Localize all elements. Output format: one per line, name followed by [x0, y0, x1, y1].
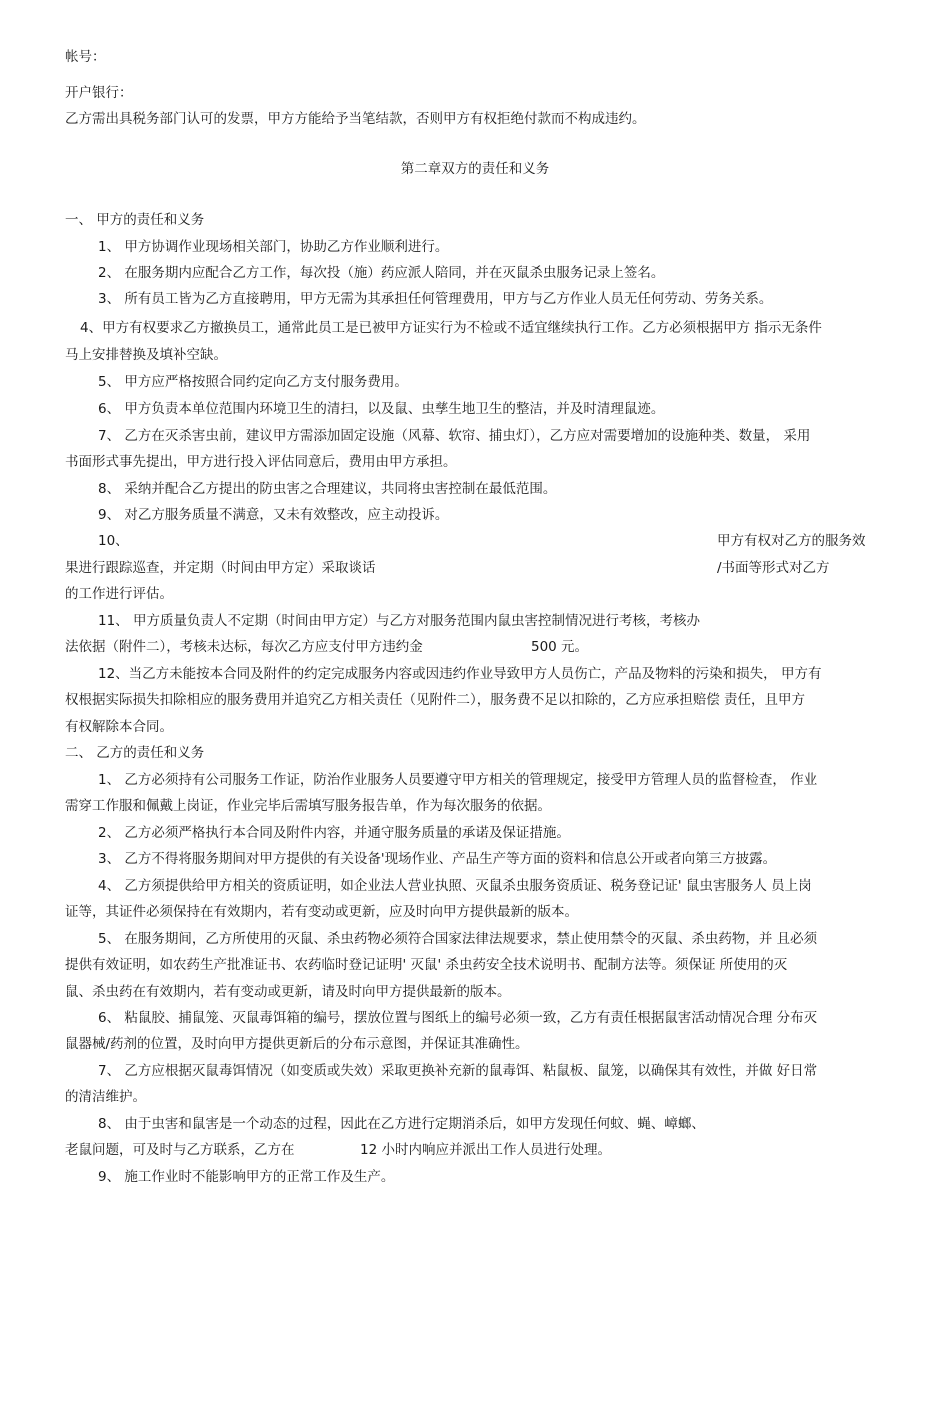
section2-item-9: 9、 施工作业时不能影响甲方的正常工作及生产。: [98, 1169, 395, 1185]
section1-item-10-line3: 的工作进行评估。: [65, 586, 173, 602]
section1-item-10-number: 10、: [98, 533, 129, 549]
section2-item-5-line1: 5、 在服务期间，乙方所使用的灭鼠、杀虫药物必须符合国家法律法规要求，禁止使用禁令的灭鼠、杀虫药物，并 且必须: [98, 931, 818, 947]
section1-item-10-line1: 甲方有权对乙方的服务效: [717, 533, 866, 549]
section1-item-1: 1、 甲方协调作业现场相关部门，协助乙方作业顺利进行。: [98, 239, 449, 255]
section1-item-6: 6、 甲方负责本单位范围内环境卫生的清扫，以及鼠、虫孳生地卫生的整洁，并及时清理鼠迹。: [98, 401, 665, 417]
section1-item-12-line1: 12、当乙方未能按本合同及附件的约定完成服务内容或因违约作业导致甲方人员伤亡，产品及物料的污染和损失， 甲方有: [98, 666, 822, 682]
section1-item-3: 3、 所有员工皆为乙方直接聘用，甲方无需为其承担任何管理费用，甲方与乙方作业人员无任何劳动、劳务关系。: [98, 291, 773, 307]
section2-item-8-line2-left: 老鼠问题，可及时与乙方联系，乙方在: [65, 1142, 295, 1158]
section2-item-2: 2、 乙方必须严格执行本合同及附件内容，并通守服务质量的承诺及保证措施。: [98, 825, 570, 841]
section1-item-10-line2-left: 果进行跟踪巡查，并定期（时间由甲方定）采取谈话: [65, 560, 376, 576]
account-label: 帐号：: [65, 49, 106, 65]
penalty-amount: 500 元。: [531, 639, 589, 655]
section2-item-6-line1: 6、 粘鼠胶、捕鼠笼、灭鼠毒饵箱的编号，摆放位置与图纸上的编号必须一致，乙方有责任根据鼠害活动情况合理 分布灭: [98, 1010, 818, 1026]
section1-item-8: 8、 采纳并配合乙方提出的防虫害之合理建议，共同将虫害控制在最低范围。: [98, 481, 557, 497]
section2-item-7-line2: 的清洁维护。: [65, 1089, 146, 1105]
section2-item-3: 3、 乙方不得将服务期间对甲方提供的有关设备'现场作业、产品生产等方面的资料和信息公开或者向第三方披露。: [98, 851, 777, 867]
section1-item-4-line2: 马上安排替换及填补空缺。: [65, 347, 227, 363]
section1-item-11-line2-left: 法依据（附件二），考核未达标，每次乙方应支付甲方违约金: [65, 639, 423, 655]
section2-item-8-line1: 8、 由于虫害和鼠害是一个动态的过程，因此在乙方进行定期消杀后，如甲方发现任何蚊、蝇、嶂螂、: [98, 1116, 705, 1132]
section2-item-4-line1: 4、 乙方须提供给甲方相关的资质证明，如企业法人营业执照、灭鼠杀虫服务资质证、税务登记证' 鼠虫害服务人 员上岗: [98, 878, 812, 894]
section2-item-5-line3: 鼠、杀虫药在有效期内，若有变动或更新，请及时向甲方提供最新的版本。: [65, 984, 511, 1000]
section2-item-1-line2: 需穿工作服和佩戴上岗证，作业完毕后需填写服务报告单，作为每次服务的依据。: [65, 798, 551, 814]
section1-heading: 一、 甲方的责任和义务: [65, 212, 205, 228]
section1-item-10-line2-right: /书面等形式对乙方: [717, 560, 830, 576]
section1-item-4-line1: 4、甲方有权要求乙方撤换员工，通常此员工是已被甲方证实行为不检或不适宜继续执行工作。乙方必须根据甲方 指示无条件: [80, 320, 822, 336]
section2-item-4-line2: 证等，其证件必须保持在有效期内，若有变动或更新，应及时向甲方提供最新的版本。: [65, 904, 578, 920]
section2-item-5-line2: 提供有效证明，如农药生产批准证书、农药临时登记证明' 灭鼠' 杀虫药安全技术说明书、配制方法等。须保证 所使用的灭: [65, 957, 788, 973]
response-time: 12 小时内响应并派出工作人员进行处理。: [360, 1142, 611, 1158]
section1-item-2: 2、 在服务期内应配合乙方工作，每次投（施）药应派人陪同，并在灭鼠杀虫服务记录上签名。: [98, 265, 665, 281]
section1-item-12-line3: 有权解除本合同。: [65, 719, 173, 735]
bank-label: 开户银行：: [65, 85, 133, 101]
invoice-note: 乙方需出具税务部门认可的发票，甲方方能给予当笔结款，否则甲方有权拒绝付款而不构成违约。: [65, 111, 646, 127]
section2-heading: 二、 乙方的责任和义务: [65, 745, 205, 761]
chapter-title: 第二章双方的责任和义务: [400, 161, 550, 177]
section1-item-9: 9、 对乙方服务质量不满意，又未有效整改，应主动投诉。: [98, 507, 449, 523]
section1-item-7-line1: 7、 乙方在灭杀害虫前，建议甲方需添加固定设施（风幕、软帘、捕虫灯），乙方应对需要增加的设施种类、数量， 采用: [98, 428, 811, 444]
section1-item-11-line1: 11、 甲方质量负责人不定期（时间由甲方定）与乙方对服务范围内鼠虫害控制情况进行考核，考核办: [98, 613, 700, 629]
section2-item-7-line1: 7、 乙方应根据灭鼠毒饵情况（如变质或失效）采取更换补充新的鼠毒饵、粘鼠板、鼠笼，以确保其有效性，并做 好日常: [98, 1063, 818, 1079]
section2-item-1-line1: 1、 乙方必须持有公司服务工作证，防治作业服务人员要遵守甲方相关的管理规定，接受甲方管理人员的监督检查， 作业: [98, 772, 818, 788]
section2-item-6-line2: 鼠器械/药剂的位置，及时向甲方提供更新后的分布示意图，并保证其准确性。: [65, 1036, 529, 1052]
section1-item-7-line2: 书面形式事先提出，甲方进行投入评估同意后，费用由甲方承担。: [65, 454, 457, 470]
section1-item-12-line2: 权根据实际损失扣除相应的服务费用并追究乙方相关责任（见附件二），服务费不足以扣除的，乙方应承担赔偿 责任，且甲方: [65, 692, 806, 708]
section1-item-5: 5、 甲方应严格按照合同约定向乙方支付服务费用。: [98, 374, 408, 390]
